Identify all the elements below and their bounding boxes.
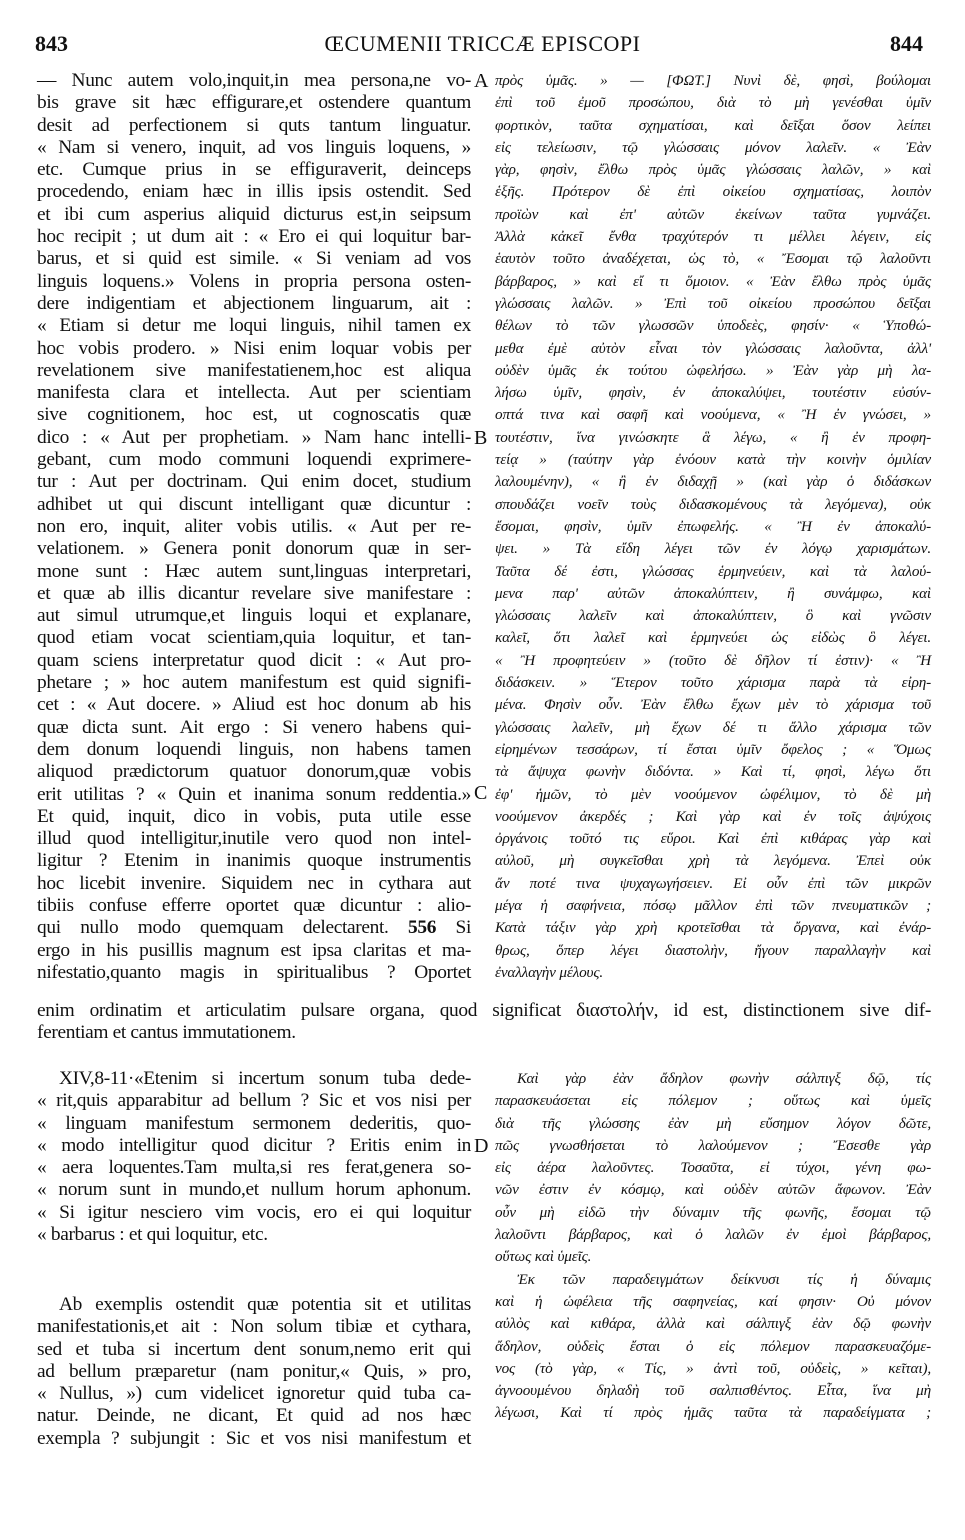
text-line: revelationem sive manifestatienem,hoc est aliqua: [37, 359, 471, 381]
text-line: Ταῦτα δέ ἐστι, γλώσσας ἑρμηνεύειν, καὶ τὰ λαλού-: [495, 562, 931, 580]
text-line: ἐπὶ τοῦ ἐμοῦ προσώπου, διὰ τὸ μὴ γενέσθαι ὑμῖν: [495, 94, 931, 112]
latin-column-top: [37, 70, 471, 984]
text-line: barus, et si quid est simile. « Si veniam ad vos: [37, 248, 471, 270]
text-line: θρως, ὅπερ λέγει διαστολὴν, ἤγουν παραλλαγὴν καὶ: [495, 941, 931, 959]
text-line: « Si igitur nesciero vim vocis, ero ei qui loquitur: [37, 1201, 471, 1223]
text-line: « barbarus : et qui loquitur, etc.: [37, 1224, 268, 1246]
text-line: nifestatio,quanto magis in spiritualibus ? Oportet: [37, 961, 471, 983]
text-line: « Ἢ προφητεύειν » (τοῦτο δὲ δῆλον τί ἐστιν)· « Ἢ: [495, 651, 931, 669]
text-line: « rit,quis apparabitur ad bellum ? Sic et vos nisi per: [37, 1090, 471, 1112]
text-line: γὰρ, φησὶν, ἔλθω πρὸς ὑμᾶς γλώσσαις λαλῶν, » καὶ: [495, 161, 931, 179]
text-line: πρὸς ὑμᾶς. » — [ΦΩΤ.] Νυνὶ δὲ, φησὶ, βούλομαι: [495, 72, 931, 89]
full-width-text: [37, 1000, 931, 1045]
text-line: adhibet ut qui discunt intelligant quæ dicuntur :: [37, 493, 471, 515]
text-line: λήσω ὑμῖν, φησὶν, ἐν ἀποκαλύψει, τουτέστιν εὐσύν-: [495, 384, 931, 402]
text-line: διδάσκειν. » Ἕτερον τοῦτο χάρισμα παρὰ τὰ εἰρη-: [495, 674, 931, 692]
text-line: manifesta clara et intellecta. Aut per scientiam: [37, 382, 471, 404]
text-line: νῶν ἐστιν ἐν κόσμῳ, καὶ οὐδὲν αὐτῶν ἄφωνον. Ἐὰν: [495, 1181, 931, 1199]
text-line: linguis loquens.» Volens in propria persona osten-: [37, 270, 471, 292]
text-line: λαλουμένην), « ἢ ἐν διδαχῇ » (καὶ γὰρ ὁ διδάσκων: [495, 473, 931, 491]
text-line: quam sciens interpretatur quod dicit : « Aut pro-: [37, 649, 471, 671]
text-line: μενα παρ' αὐτῶν ἀποκαλύπτειν, ἢ συνάμφω, καὶ: [495, 584, 931, 602]
margin-letter-b: B: [474, 427, 488, 449]
text-line: εἰς τελείωσιν, τῷ γλώσσαις μόνον λαλεῖν. « Ἐὰν: [495, 138, 931, 156]
text-line: erit utilitas ? « Quin et inanima sonum reddentia.»: [37, 783, 471, 805]
text-line: bis grave sit hæc effigurare,et ostendere quantum: [37, 92, 471, 114]
margin-letter-c: C: [474, 782, 488, 804]
text-line: procedendo, eniam hæc in illis ipsis ostendit. Sed: [37, 181, 471, 203]
text-line: quod etiam vocat scientiam,quia loquitur, et tan-: [37, 627, 471, 649]
text-line: dem donum loquendi linguis, non habens tamen: [37, 738, 471, 760]
text-line: διὰ τῆς γλώσσης ἐὰν μὴ εὔσημον λόγον δῶτε,: [495, 1114, 931, 1132]
text-line: Ἀλλὰ κἀκεῖ ἔνθα τραχύτερόν τι μέλλει λέγειν, εἰς: [495, 228, 931, 246]
page-number-left: 843: [35, 31, 68, 56]
text-line: εἰς ἀέρα λαλοῦντες. Τοσαῦτα, εἰ τύχοι, γένη φω-: [495, 1159, 931, 1177]
text-line: ὀργάνοις τοῦτό τις εὕροι. Καὶ ἐπὶ κιθάρας γὰρ καὶ: [495, 830, 931, 848]
text-line: φορτικὸν, ταῦτα σχηματίσαι, καὶ δεῖξαι ὅσον λείπει: [495, 116, 931, 134]
text-line: ἄν ποτέ τινα ψυχαγωγήσειεν. Εἰ οὖν ἐπὶ τῶν μικρῶν: [495, 874, 931, 892]
page-number-right: 844: [890, 31, 923, 56]
text-line: Ab exemplis ostendit quæ potentia sit et utilitas: [59, 1294, 471, 1315]
text-line: mone sunt : Hæc autem sunt,linguas interpretari,: [37, 560, 471, 582]
latin-column-bottom: [37, 1294, 471, 1450]
text-line: « Nullus, ») cum videlicet ignoretur quid tuba ca-: [37, 1383, 471, 1405]
text-line: ἀγνοουμένου δηλαδὴ τοῦ σαλπισθέντος. Εἶτα, ἵνα μὴ: [495, 1382, 931, 1400]
latin-scripture-block: [37, 1068, 471, 1246]
text-line: οὕτως καὶ ὑμεῖς.: [495, 1248, 592, 1266]
text-line: et quæ ab illis dicantur revelare sive manifestare :: [37, 582, 471, 604]
text-line: πῶς γνωσθήσεται τὸ λαλούμενον ; Ἔσεσθε γὰρ: [495, 1136, 931, 1154]
text-line: αὐλὸς καὶ κιθάρα, ἀλλὰ καὶ σάλπιγξ ἐὰν δῷ φωνὴν: [495, 1315, 931, 1333]
text-line: enim ordinatim et articulatim pulsare organa, quod significat διαστολήν, id est, distinctionem sive dif-: [37, 1000, 931, 1021]
text-segment: qui nullo modo quemquam delectarent.: [37, 917, 389, 939]
text-line: illud quod intelligitur,inutile vero quod non intel-: [37, 828, 471, 850]
text-line: et ibi cum asperius aliquid dicturus est,in seipsum: [37, 203, 471, 225]
text-line: εἰρημένων τεσσάρων, τί ἔσται ὑμῖν ὄφελος ; « Ὅμως: [495, 740, 931, 758]
text-line: cet : « Aut docere. » Aliud est hoc donum ab his: [37, 694, 471, 716]
text-line: « modo intelligitur quod dicitur ? Eritis enim in: [37, 1134, 471, 1156]
text-line: γλώσσαις λαλεῖν καὶ ἀποκαλύπτειν, ὃ καὶ γνῶσιν: [495, 607, 931, 625]
text-line-with-column-number: [37, 917, 471, 939]
text-line: βάρβαρος, » καὶ εἴ τι ὅμοιον. « Ἐὰν ἔλθω πρὸς ὑμᾶς: [495, 272, 931, 290]
text-line: « aera loquentes.Tam multa,si res ferat,genera so-: [37, 1157, 471, 1179]
text-line: Ἐκ τῶν παραδειγμάτων δείκνυσι τίς ἡ δύναμις: [517, 1270, 931, 1288]
text-line: « Etiam si detur me loqui linguis, nihil tamen ex: [37, 315, 471, 337]
text-line: ligitur ? Etenim in inanimis quoque instrumentis: [37, 850, 471, 872]
text-line: Καὶ γὰρ ἐὰν ἄδηλον φωνὴν σάλπιγξ δῷ, τίς: [517, 1070, 931, 1087]
text-line: XIV,8-11·«Etenim si incertum sonum tuba dede-: [59, 1068, 471, 1089]
text-line: προϊὼν καὶ ἐπ' αὐτῶν ἐκείνων ταῦτα γυμνάζει.: [495, 205, 931, 223]
text-line: desit ad perfectionem si quts tantum linguatur.: [37, 114, 471, 136]
text-line: αὐλοῦ, μὴ συγκεῖσθαι χρὴ τὰ λεγόμενα. Ἐπεὶ οὐκ: [495, 852, 931, 870]
greek-scripture-block: [495, 1068, 931, 1425]
text-line: quæ dicta sunt. Ait ergo : Si venero habens qui-: [37, 716, 471, 738]
text-line: καὶ ἡ ὠφέλεια τῆς σαφηνείας, καί φησιν· Οὐ μόνον: [495, 1292, 931, 1310]
text-line: tibiis confuse efferre oportet quæ dicuntur : alio-: [37, 894, 471, 916]
text-line: « norum sunt in mundo,et nullum horum aphonum.: [37, 1179, 471, 1201]
text-line: καλεῖ, ὅτι λαλεῖ καὶ ἑρμηνεύει ὡς εἰδὼς ὃ λέγει.: [495, 629, 931, 647]
text-line: hoc vobis prodero. » Nisi enim loquar vobis per: [37, 337, 471, 359]
text-line: aliquod prædictorum quatuor donorum,quæ vobis: [37, 761, 471, 783]
text-line: οὐδὲν ὑμᾶς ἐκ τούτου ὠφελήσω. » Ἐὰν γὰρ μὴ λα-: [495, 361, 931, 379]
text-line: ἑξῆς. Πρότερον δὲ ἐπὶ οἰκείου σχηματίσας, λοιπὸν: [495, 183, 931, 201]
text-line: sive cognitionem, hoc est, ut cognoscatis quæ: [37, 404, 471, 426]
text-line: Κατὰ τάξιν γὰρ χρὴ κροτεῖσθαι τὰ ὄργανα, καὶ ἐνάρ-: [495, 919, 931, 937]
page-header: [0, 31, 965, 61]
text-line: μεθα ἐμὲ αὐτὸν εἶναι τὸν γλώσσαις λαλοῦντα, ἀλλ': [495, 339, 931, 357]
text-line: ἔσομαι, φησὶν, ὑμῖν ἐπωφελής. « Ἢ ἐν ἀποκαλύ-: [495, 517, 931, 535]
text-line: λαλοῦντι βάρβαρος, καὶ ὁ λαλῶν ἐν ἐμοὶ βάρβαρος,: [495, 1226, 931, 1244]
text-line: οὖν μὴ εἰδῶ τὴν δύναμιν τῆς φωνῆς, ἔσομαι τῷ: [495, 1203, 931, 1221]
text-line: ἑαυτὸν τοῦτο ἀναδέχεται, ὡς τὸ, « Ἔσομαι τῷ λαλοῦντι: [495, 250, 931, 268]
greek-column-top: [495, 70, 931, 984]
text-line: hoc recipit ; ut dum ait : « Ero ei qui loquitur bar-: [37, 226, 471, 248]
text-line: μένα. Φησὶν οὖν. Ἐὰν ἔλθω ἔχων μὲν τὸ χάρισμα τοῦ: [495, 696, 931, 714]
text-line: manifestationis,et ait : Non solum tibiæ et cythara,: [37, 1316, 471, 1338]
text-line: phetare ; » hoc autem manifestum est quid signifi-: [37, 672, 471, 694]
column-number: 556: [408, 917, 437, 939]
text-line: natur. Deinde, ne dicant, Et quid ad nos hæc: [37, 1405, 471, 1427]
running-title: ŒCUMENII TRICCÆ EPISCOPI: [324, 31, 641, 56]
text-line: οπτά τινα καὶ σαφῆ καὶ νοούμενα, « Ἢ ἐν γνώσει, »: [495, 406, 931, 424]
text-line: exempla ? subjungit : Sic et vos nisi manifestum et: [37, 1427, 471, 1449]
text-line: ἐναλλαγὴν μέλους.: [495, 963, 604, 981]
text-line: ferentiam et cantus immutationem.: [37, 1022, 296, 1044]
text-line: ergo in his pusillis magnum est ipsa claritas et ma-: [37, 939, 471, 961]
text-line: μέγα ἡ σαφήνεια, πόσῳ μᾶλλον ἐπὶ τῶν πνευματικῶν ;: [495, 896, 931, 914]
margin-letter-a: A: [474, 70, 489, 92]
text-line: « Nam si venero, inquit, ad vos linguis loquens, »: [37, 136, 471, 158]
text-line: dere indigentiam et abjectionem linguarum, ait :: [37, 292, 471, 314]
text-line: « linguam manifestum sermonem dederitis, quo-: [37, 1112, 471, 1134]
text-line: ψει. » Τὰ εἴδη λέγει τῶν ἐν λόγῳ χαρισμάτων.: [495, 540, 931, 558]
text-line: γλώσσαις λαλεῖν, μὴ ἔχων δέ τι ἄλλο χάρισμα τῶν: [495, 718, 931, 736]
text-line: ἐφ' ἡμῶν, τὸ μὲν νοούμενον ὠφέλιμον, τὸ δὲ μὴ: [495, 785, 931, 803]
text-line: σπουδάζει νοεῖν τοὺς διδασκομένους τὰ λεγόμενα), οὐκ: [495, 495, 931, 513]
text-line: ad bellum præparetur (nam ponitur,« Quis, » pro,: [37, 1360, 471, 1382]
text-line: dico : « Aut per prophetiam. » Nam hanc intelli-: [37, 426, 471, 448]
text-line: — Nunc autem volo,inquit,in mea persona,ne vo-: [37, 70, 471, 91]
text-line: γλώσσαις λαλῶν. » Ἐπὶ τοῦ οἰκείου προσώπου δεῖξαι: [495, 294, 931, 312]
text-line: Et quid, inquit, dico in vobis, puta utile esse: [37, 805, 471, 827]
text-segment: Si: [455, 917, 471, 939]
text-line: tur : Aut per doctrinam. Qui enim docet, studium: [37, 471, 471, 493]
text-line: gebant, cum modo communi loquendi exprimere-: [37, 449, 471, 471]
text-line: velationem. » Genera ponit donorum quæ in ser-: [37, 538, 471, 560]
text-line: τὰ ἄψυχα φωνὴν διδόντα. » Καὶ τί, φησὶ, λέγω ὅτι: [495, 763, 931, 781]
text-line: τουτέστιν, ἵνα γινώσκητε ἃ λέγω, « ἢ ἐν προφη-: [495, 428, 931, 446]
text-line: ἄδηλον, οὐδεὶς ἔσται ὁ εἰς πόλεμον παρασκευαζόμε-: [495, 1337, 931, 1355]
text-line: hoc licebit invenire. Siquidem nec in cythara aut: [37, 872, 471, 894]
text-line: aut simul utrumque,et linguis loqui et explanare,: [37, 605, 471, 627]
text-line: νος (τὸ γὰρ, « Τίς, » ἀντὶ τοῦ, οὐδεὶς, » κεῖται),: [495, 1359, 931, 1377]
text-line: τείᾳ » (ταύτην γὰρ ἐνόουν κατὰ τὴν κοινὴν ὁμιλίαν: [495, 451, 931, 469]
text-line: λέγωσι, Καὶ τί πρὸς ἡμᾶς ταῦτα τὰ παραδείγματα ;: [495, 1404, 931, 1422]
text-line: νοούμενον ἀκερδές ; Καὶ γὰρ καὶ ἐν τοῖς ἀψύχοις: [495, 807, 931, 825]
text-line: etc. Cumque prius in se effiguraverit, deinceps: [37, 159, 471, 181]
text-line: παρασκευάσεται εἰς πόλεμον ; οὕτως καὶ ὑμεῖς: [495, 1092, 931, 1110]
text-line: θέλων τὸ τῶν γλωσσῶν ὑποδεὲς, φησίν· « Ὑποθώ-: [495, 317, 931, 335]
text-line: sed et tuba si incertum dent sonum,nemo erit qui: [37, 1338, 471, 1360]
text-line: non ero, inquit, aliter vobis utilis. « Aut per re-: [37, 515, 471, 537]
margin-letter-d: D: [474, 1135, 489, 1157]
